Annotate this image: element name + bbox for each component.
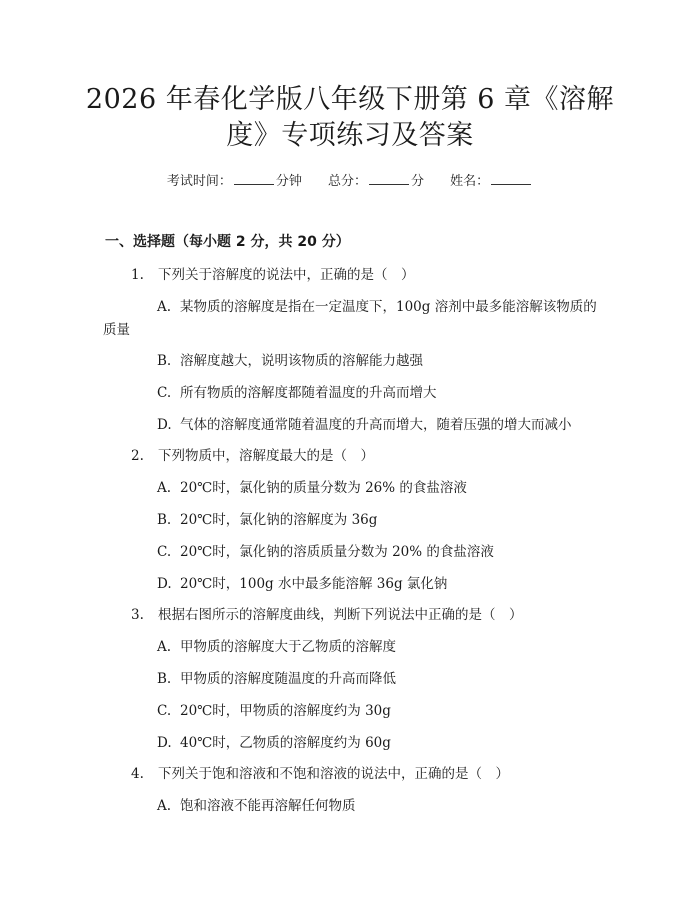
name-field [450, 170, 533, 189]
option-text: 甲物质的溶解度大于乙物质的溶解度 [180, 639, 396, 655]
page-title-line1: 2026 年春化学版八年级下册第 6 章《溶解 [85, 84, 615, 115]
option-text: 40℃时，乙物质的溶解度约为 60g [180, 735, 391, 751]
option-text: 所有物质的溶解度都随着温度的升高而增大 [180, 385, 437, 401]
option-1c [157, 381, 437, 401]
question-number: 4. [131, 766, 144, 782]
question-1 [131, 263, 415, 283]
option-label: C. [157, 385, 172, 401]
option-label: A. [157, 639, 172, 655]
option-1a [157, 295, 597, 315]
option-label: B. [157, 671, 172, 687]
question-text: 下列关于溶解度的说法中，正确的是（ ） [158, 267, 415, 283]
option-text: 20℃时，氯化钠的溶解度为 36g [180, 512, 378, 528]
score-field [328, 170, 424, 189]
option-label: D. [157, 735, 172, 751]
option-label: A. [157, 798, 172, 814]
section-title: 一、选择题（每小题 2 分，共 20 分） [105, 234, 350, 250]
option-1a-continuation: 质量 [103, 322, 130, 338]
question-text: 下列物质中，溶解度最大的是（ ） [158, 448, 374, 464]
option-label: C. [157, 703, 172, 719]
option-text: 20℃时，氯化钠的质量分数为 26% 的食盐溶液 [180, 480, 467, 496]
option-2d [157, 572, 447, 592]
option-label: B. [157, 353, 172, 369]
option-text: 20℃时，甲物质的溶解度约为 30g [180, 703, 391, 719]
name-label: 姓名： [450, 174, 490, 189]
score-blank [369, 172, 409, 185]
option-1b [157, 349, 423, 369]
option-text: 溶解度越大，说明该物质的溶解能力越强 [180, 353, 423, 369]
option-label: C. [157, 544, 172, 560]
question-number: 3. [131, 607, 144, 623]
score-label: 总分： [327, 174, 367, 189]
option-text: 甲物质的溶解度随温度的升高而降低 [180, 671, 396, 687]
option-text: 气体的溶解度通常随着温度的升高而增大，随着压强的增大而减小 [180, 417, 572, 433]
question-2 [131, 444, 374, 464]
question-4 [131, 762, 509, 782]
option-3a [157, 635, 396, 655]
option-text: 饱和溶液不能再溶解任何物质 [180, 798, 356, 814]
option-label: A. [157, 480, 172, 496]
option-text: 20℃时，氯化钠的溶质质量分数为 20% 的食盐溶液 [180, 544, 494, 560]
exam-info-line [0, 170, 700, 189]
option-3c [157, 699, 391, 719]
question-number: 1. [131, 267, 144, 283]
option-4a [157, 794, 356, 814]
option-2c [157, 540, 494, 560]
option-label: A. [157, 299, 172, 315]
time-label: 考试时间： [166, 174, 232, 189]
option-label: B. [157, 512, 172, 528]
question-3 [131, 603, 523, 623]
option-label: D. [157, 417, 172, 433]
option-text: 20℃时，100g 水中最多能溶解 36g 氯化钠 [180, 576, 448, 592]
name-blank [491, 172, 531, 185]
question-text: 根据右图所示的溶解度曲线，判断下列说法中正确的是（ ） [158, 607, 523, 623]
option-1d [157, 413, 572, 433]
score-unit: 分 [411, 174, 425, 189]
question-number: 2. [131, 448, 144, 464]
time-field [167, 170, 302, 189]
option-text: 某物质的溶解度是指在一定温度下，100g 溶剂中最多能溶解该物质的 [180, 299, 597, 315]
option-2a [157, 476, 467, 496]
question-text: 下列关于饱和溶液和不饱和溶液的说法中，正确的是（ ） [158, 766, 509, 782]
option-label: D. [157, 576, 172, 592]
option-3d [157, 731, 391, 751]
time-unit: 分钟 [275, 174, 302, 189]
option-3b [157, 667, 396, 687]
option-2b [157, 508, 377, 528]
time-blank [234, 172, 274, 185]
page-title-line2: 度》专项练习及答案 [226, 120, 474, 151]
